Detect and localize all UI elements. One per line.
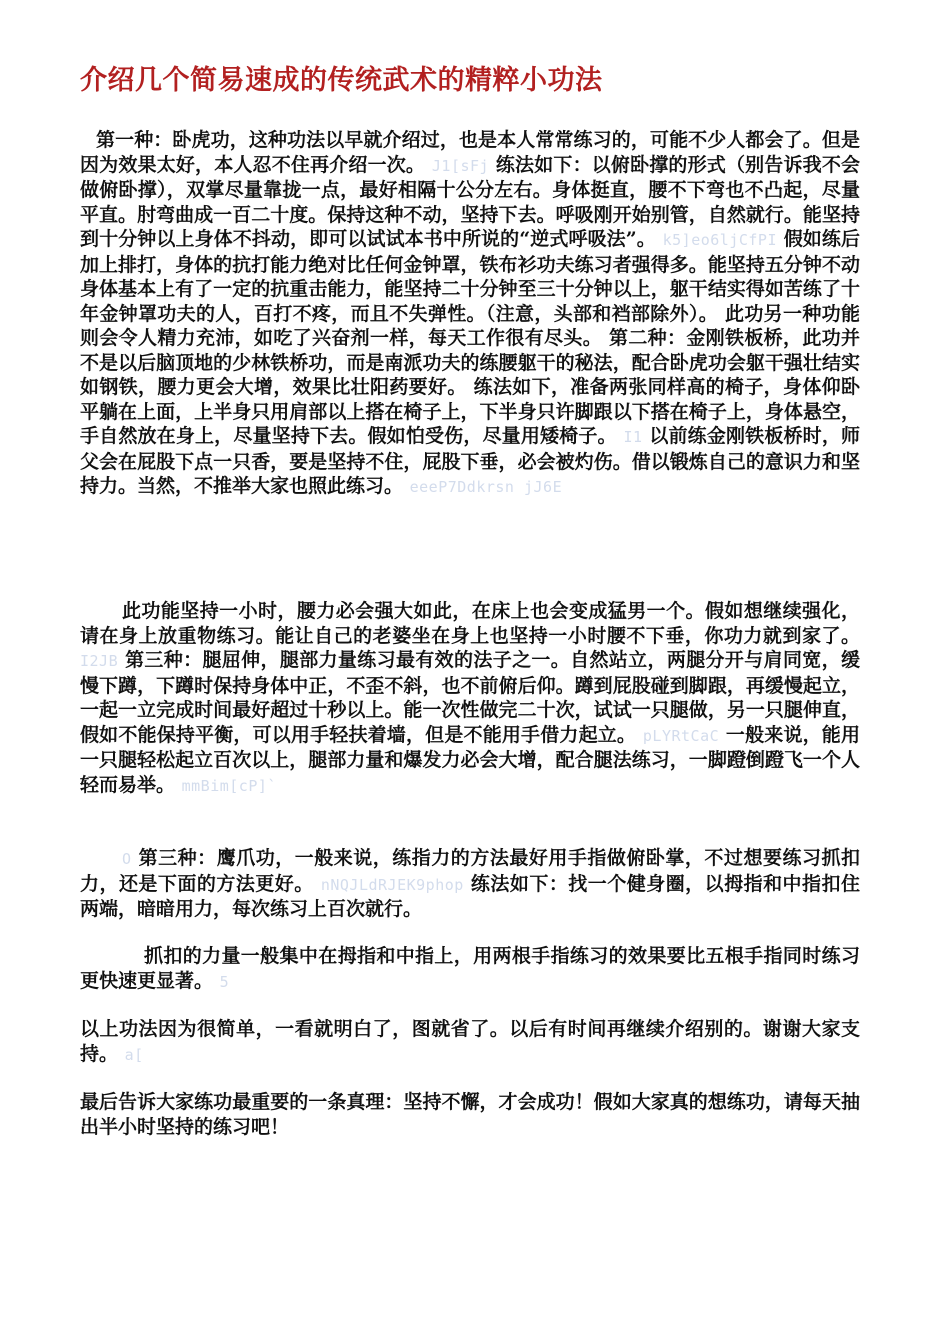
watermark-code: J1[sFj	[431, 156, 490, 175]
paragraph-3: O 第三种：鹰爪功，一般来说，练指力的方法最好用手指做俯卧掌，不过想要练习抓扣力，还是下面的方法更好。 nNQJLdRJEK9phop 练法如下：找一个健身圈，以拇指和中指扣住两端，暗暗用力，每次练习上百次就行。	[80, 847, 860, 920]
watermark-code: nNQJLdRJEK9phop	[320, 875, 464, 894]
watermark-code: 5	[219, 972, 230, 991]
watermark-code: k5]eo6ljCfPI	[662, 231, 777, 249]
watermark-code: a[	[124, 1045, 144, 1064]
watermark-code: I1	[623, 428, 643, 446]
document-title: 介绍几个简易速成的传统武术的精粹小功法	[80, 65, 603, 96]
paragraph-4: 抓扣的力量一般集中在拇指和中指上，用两根手指练习的效果要比五根手指同时练习更快速更显著。 5	[80, 945, 860, 992]
watermark-code: eeeP7Ddkrsn jJ6E	[409, 478, 563, 496]
watermark-code: I2JB	[80, 652, 119, 670]
paragraph-1: 第一种：卧虎功，这种功法以早就介绍过，也是本人常常练习的，可能不少人都会了。但是因为效果太好，本人忍不住再介绍一次。 J1[sFj 练法如下：以俯卧撑的形式（别告诉我不会做俯卧撑），双掌尽量靠拢一点，最好相隔十公分左右。身体挺直，腰不下弯也不凸起，尽量平直。肘弯曲成一百二十度。保持这种不动，坚持下去。呼吸刚开始别管，自然就行。能坚持到十分钟以上身体不抖动，即可以试试本书中所说的“逆式呼吸法”。 k5]eo6ljCfPI 假如练后加上排打，身体的抗打能力绝对比任何金钟罩，铁布衫功夫练习者强得多。能坚持五分钟不动身体基本上有了一定的抗重击能力，能坚持二十分钟至三十分钟以上，躯干结实得如苦练了十年金钟罩功夫的人，百打不疼，而且不失弹性。（注意，头部和裆部除外）。 此功另一种功能则会令人精力充沛，如吃了兴奋剂一样，每天工作很有尽头。 第二种：金刚铁板桥，此功并不是以后脑顶地的少林铁桥功，而是南派功夫的练腰躯干的秘法，配合卧虎功会躯干强壮结实如钢铁，腰力更会大增，效果比壮阳药要好。 练法如下，准备两张同样高的椅子，身体仰卧平躺在上面，上半身只用肩部以上搭在椅子上，下半身只许脚跟以下搭在椅子上，身体悬空，手自然放在身上，尽量坚持下去。假如怕受伤，尽量用矮椅子。 I1 以前练金刚铁板桥时，师父会在屁股下点一只香，要是坚持不住，屁股下垂，必会被灼伤。借以锻炼自己的意识力和坚持力。当然，不推举大家也照此练习。 eeeP7Ddkrsn jJ6E	[80, 129, 860, 497]
watermark-code: mmBim[cP]`	[181, 776, 277, 795]
watermark-code: pLYRtCaC	[642, 726, 720, 745]
paragraph-6: 最后告诉大家练功最重要的一条真理：坚持不懈，才会成功！假如大家真的想练功，请每天抽出半小时坚持的练习吧！	[80, 1091, 860, 1138]
paragraph-5: 以上功法因为很简单，一看就明白了，图就省了。以后有时间再继续介绍别的。谢谢大家支持。 a[	[80, 1018, 860, 1065]
paragraph-2: 此功能坚持一小时，腰力必会强大如此，在床上也会变成猛男一个。假如想继续强化，请在身上放重物练习。能让自己的老婆坐在身上也坚持一小时腰不下垂，你功力就到家了。 I2JB 第三种：腿屈伸，腿部力量练习最有效的法子之一。自然站立，两腿分开与肩同宽，缓慢下蹲，下蹲时保持身体中正，不歪不斜，也不前俯后仰。蹲到屁股碰到脚跟，再缓慢起立，一起一立完成时间最好超过十秒以上。能一次性做完二十次，试试一只腿做，另一只腿伸直，假如不能保持平衡，可以用手轻扶着墙，但是不能用手借力起立。 pLYRtCaC 一般来说，能用一只腿轻松起立百次以上，腿部力量和爆发力必会大增，配合腿法练习，一脚蹬倒蹬飞一个人轻而易举。 mmBim[cP]`	[80, 600, 860, 796]
watermark-code: O	[122, 850, 132, 868]
